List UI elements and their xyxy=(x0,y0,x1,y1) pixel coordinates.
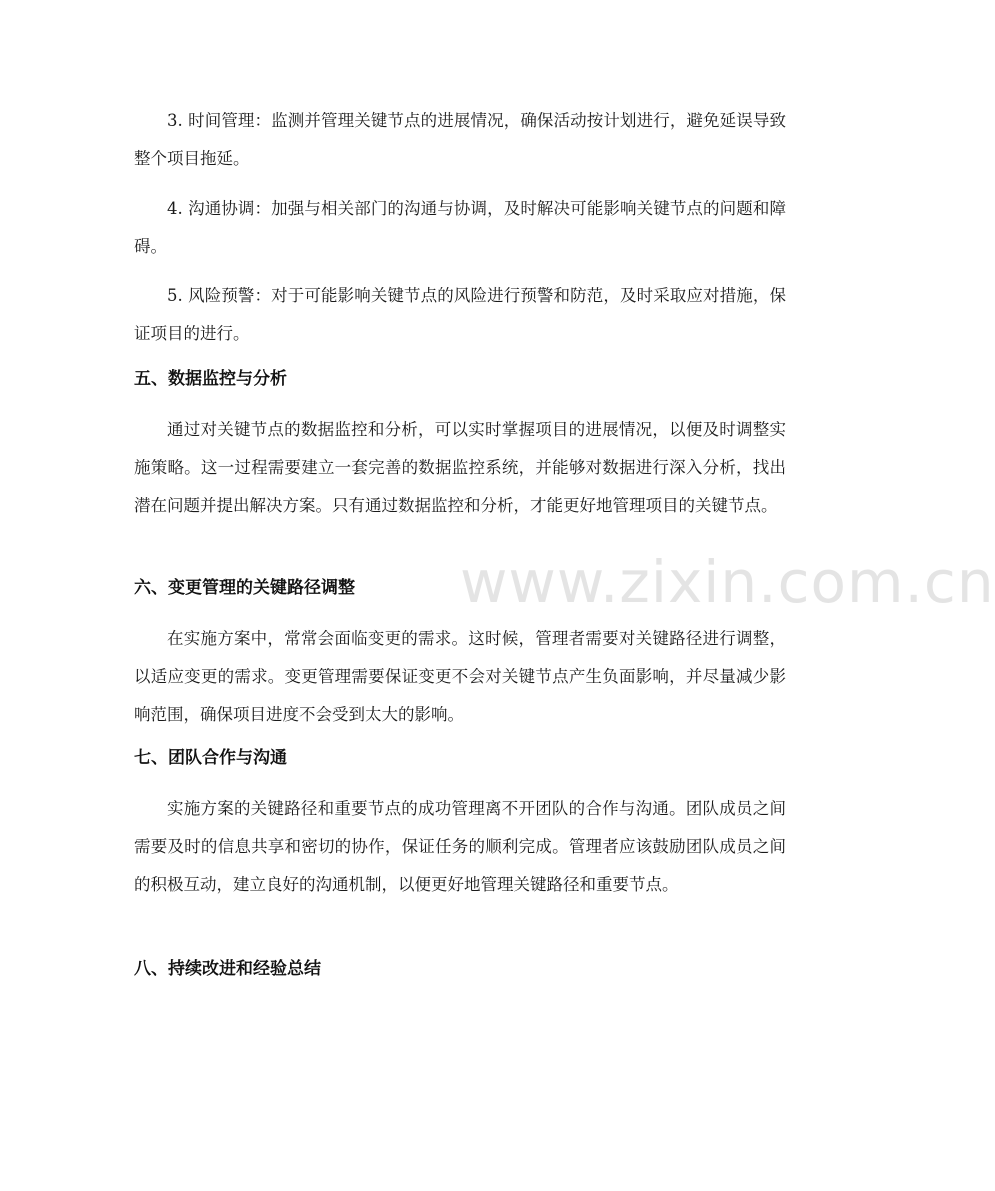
list-item-communication: 4. 沟通协调：加强与相关部门的沟通与协调，及时解决可能影响关键节点的问题和障碍。 xyxy=(134,199,786,256)
section-body-teamwork: 实施方案的关键路径和重要节点的成功管理离不开团队的合作与沟通。团队成员之间需要及时的信息共享和密切的协作，保证任务的顺利完成。管理者应该鼓励团队成员之间的积极互动，建立良好的沟通机制，以便更好地管理关键路径和重要节点。 xyxy=(134,799,786,894)
list-item-risk-warning: 5. 风险预警：对于可能影响关键节点的风险进行预警和防范，及时采取应对措施，保证项目的进行。 xyxy=(134,286,786,343)
list-item-time-management: 3. 时间管理：监测并管理关键节点的进展情况，确保活动按计划进行，避免延误导致整个项目拖延。 xyxy=(134,111,786,168)
section-heading-teamwork: 七、团队合作与沟通 xyxy=(134,748,287,768)
section-body-data-monitoring: 通过对关键节点的数据监控和分析，可以实时掌握项目的进展情况，以便及时调整实施策略。这一过程需要建立一套完善的数据监控系统，并能够对数据进行深入分析，找出潜在问题并提出解决方案。只有通过数据监控和分析，才能更好地管理项目的关键节点。 xyxy=(134,420,786,515)
section-heading-continuous-improvement: 八、持续改进和经验总结 xyxy=(134,959,321,979)
watermark: www.zixin.com.cn xyxy=(460,548,995,616)
section-body-change-management: 在实施方案中，常常会面临变更的需求。这时候，管理者需要对关键路径进行调整，以适应变更的需求。变更管理需要保证变更不会对关键节点产生负面影响，并尽量减少影响范围，确保项目进度不会受到太大的影响。 xyxy=(134,629,786,724)
section-heading-data-monitoring: 五、数据监控与分析 xyxy=(134,369,287,389)
section-heading-change-management: 六、变更管理的关键路径调整 xyxy=(134,578,355,598)
